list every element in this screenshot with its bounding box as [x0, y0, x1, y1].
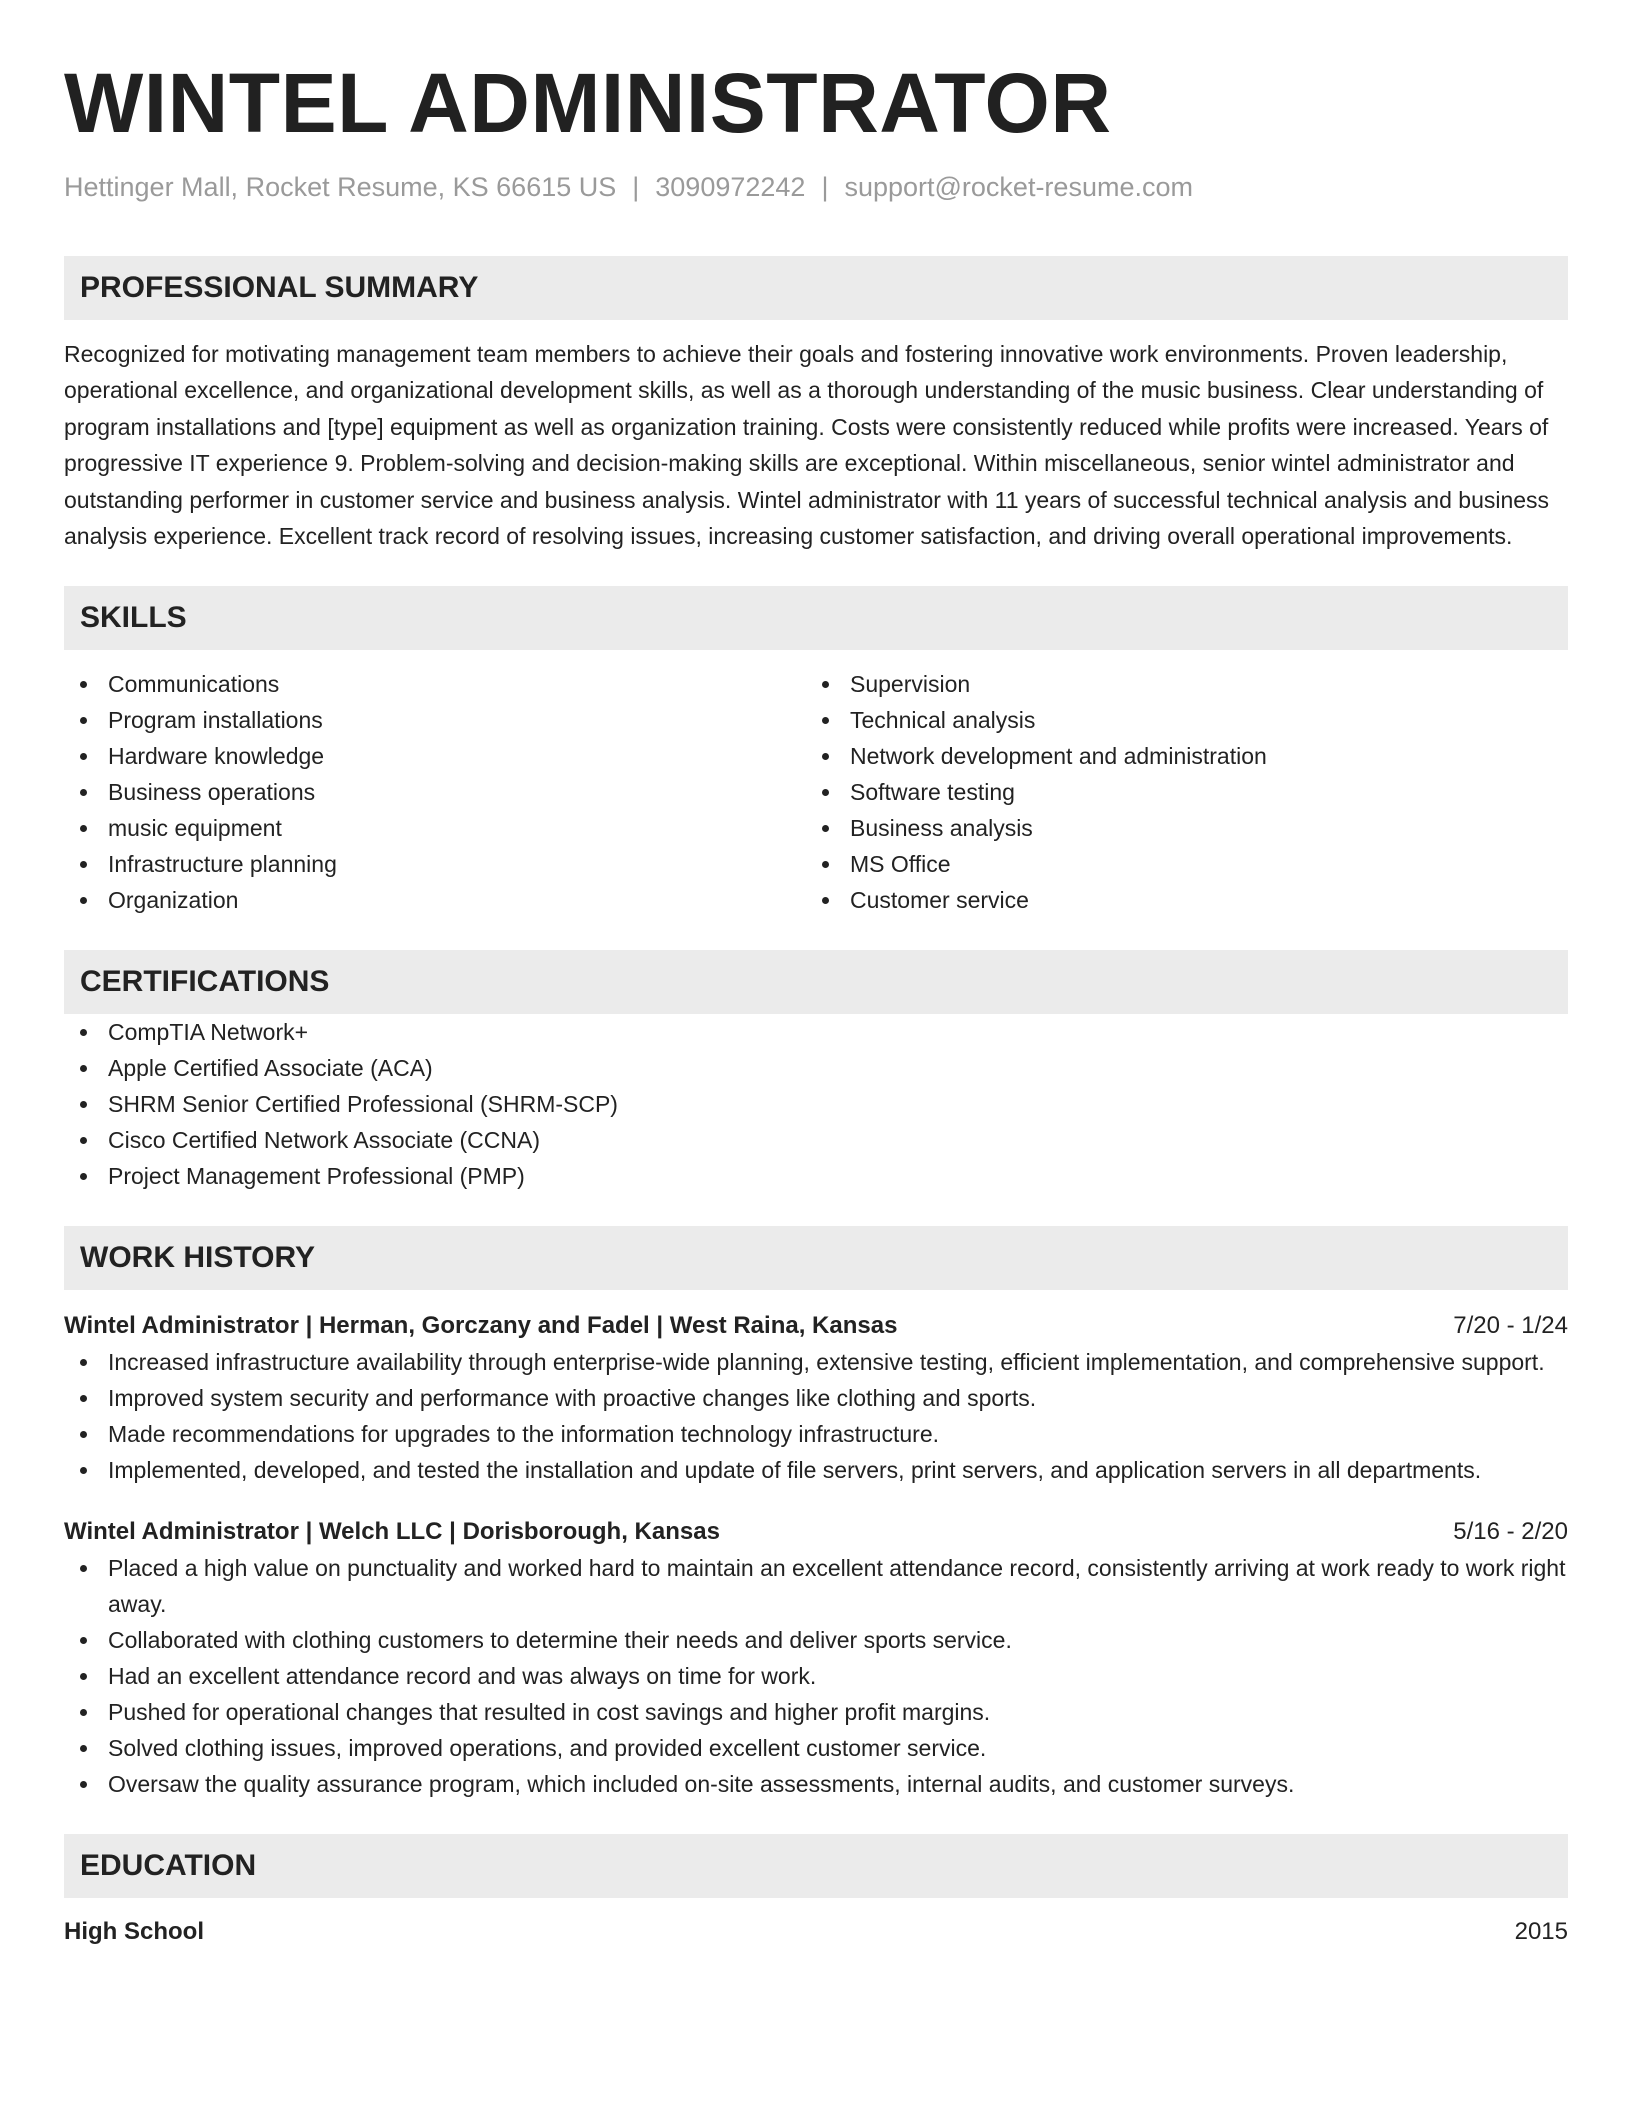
contact-separator: | — [821, 172, 829, 202]
skill-item: Technical analysis — [806, 702, 1548, 738]
job-bullet: Pushed for operational changes that resulted in cost savings and higher profit margins. — [64, 1694, 1568, 1730]
job-heading-row — [64, 1308, 1568, 1344]
certification-item: Project Management Professional (PMP) — [64, 1158, 1568, 1194]
skill-item: Supervision — [806, 666, 1548, 702]
skill-item: Infrastructure planning — [64, 846, 806, 882]
skill-item: Communications — [64, 666, 806, 702]
job-bullet: Placed a high value on punctuality and worked hard to maintain an excellent attendance record, consistently arriving at work ready to work right away. — [64, 1550, 1568, 1622]
education-school: High School — [64, 1918, 204, 1946]
skill-item: Customer service — [806, 882, 1548, 918]
skills-grid — [64, 666, 1568, 918]
job-bullet: Oversaw the quality assurance program, which included on-site assessments, internal audits, and customer surveys. — [64, 1766, 1568, 1802]
job-bullet: Had an excellent attendance record and was always on time for work. — [64, 1658, 1568, 1694]
certification-item: CompTIA Network+ — [64, 1014, 1568, 1050]
job-entry — [64, 1308, 1568, 1488]
contact-email: support@rocket-resume.com — [844, 172, 1193, 202]
job-bullet: Improved system security and performance with proactive changes like clothing and sports. — [64, 1380, 1568, 1416]
skill-item: Organization — [64, 882, 806, 918]
skill-item: Network development and administration — [806, 738, 1548, 774]
summary-text: Recognized for motivating management team members to achieve their goals and fostering innovative work environments. Proven leadership, operational excellence, and organizational development skills, as well as a thorough understanding of the music business. Clear understanding of program installations and [type] equipment as well as organization training. Costs were consistently reduced while profits were increased. Years of progressive IT experience 9. Problem-solving and decision-making skills are exceptional. Within miscellaneous, senior wintel administrator and outstanding performer in customer service and business analysis. Wintel administrator with 11 years of successful technical analysis and business analysis experience. Excellent track record of resolving issues, increasing customer satisfaction, and driving overall operational improvements. — [64, 341, 1550, 550]
contact-address: Hettinger Mall, Rocket Resume, KS 66615 US — [64, 172, 617, 202]
contact-separator: | — [632, 172, 640, 202]
contact-line — [64, 170, 1568, 204]
skill-item: Business operations — [64, 774, 806, 810]
skill-item: Software testing — [806, 774, 1548, 810]
skills-right-column — [806, 666, 1548, 918]
job-bullet: Made recommendations for upgrades to the information technology infrastructure. — [64, 1416, 1568, 1452]
section-header-skills: SKILLS — [64, 586, 1568, 650]
job-bullet: Collaborated with clothing customers to determine their needs and deliver sports service. — [64, 1622, 1568, 1658]
certification-item: SHRM Senior Certified Professional (SHRM-SCP) — [64, 1086, 1568, 1122]
skill-item: MS Office — [806, 846, 1548, 882]
section-header-certifications: CERTIFICATIONS — [64, 950, 1568, 1014]
job-bullets — [64, 1344, 1568, 1488]
job-entry — [64, 1514, 1568, 1802]
skill-item: Hardware knowledge — [64, 738, 806, 774]
skill-item: Program installations — [64, 702, 806, 738]
section-header-work-history: WORK HISTORY — [64, 1226, 1568, 1290]
job-bullet: Implemented, developed, and tested the installation and update of file servers, print servers, and application servers in all departments. — [64, 1452, 1568, 1488]
job-dates: 5/16 - 2/20 — [1453, 1518, 1568, 1546]
education-entry — [64, 1914, 1568, 1950]
certifications-list — [64, 1014, 1568, 1194]
certification-item: Apple Certified Associate (ACA) — [64, 1050, 1568, 1086]
candidate-name: WINTEL ADMINISTRATOR — [64, 56, 1112, 150]
skills-left-column — [64, 666, 806, 918]
contact-phone: 3090972242 — [655, 172, 806, 202]
job-bullets — [64, 1550, 1568, 1802]
section-header-summary: PROFESSIONAL SUMMARY — [64, 256, 1568, 320]
education-year: 2015 — [1514, 1918, 1568, 1946]
job-dates: 7/20 - 1/24 — [1453, 1312, 1568, 1340]
resume-page — [64, 0, 1568, 1950]
job-title: Wintel Administrator | Welch LLC | Dorisborough, Kansas — [64, 1518, 720, 1546]
certification-item: Cisco Certified Network Associate (CCNA) — [64, 1122, 1568, 1158]
skill-item: music equipment — [64, 810, 806, 846]
job-title: Wintel Administrator | Herman, Gorczany and Fadel | West Raina, Kansas — [64, 1312, 898, 1340]
section-header-education: EDUCATION — [64, 1834, 1568, 1898]
job-heading-row — [64, 1514, 1568, 1550]
job-bullet: Solved clothing issues, improved operations, and provided excellent customer service. — [64, 1730, 1568, 1766]
job-bullet: Increased infrastructure availability through enterprise-wide planning, extensive testing, efficient implementation, and comprehensive support. — [64, 1344, 1568, 1380]
skill-item: Business analysis — [806, 810, 1548, 846]
